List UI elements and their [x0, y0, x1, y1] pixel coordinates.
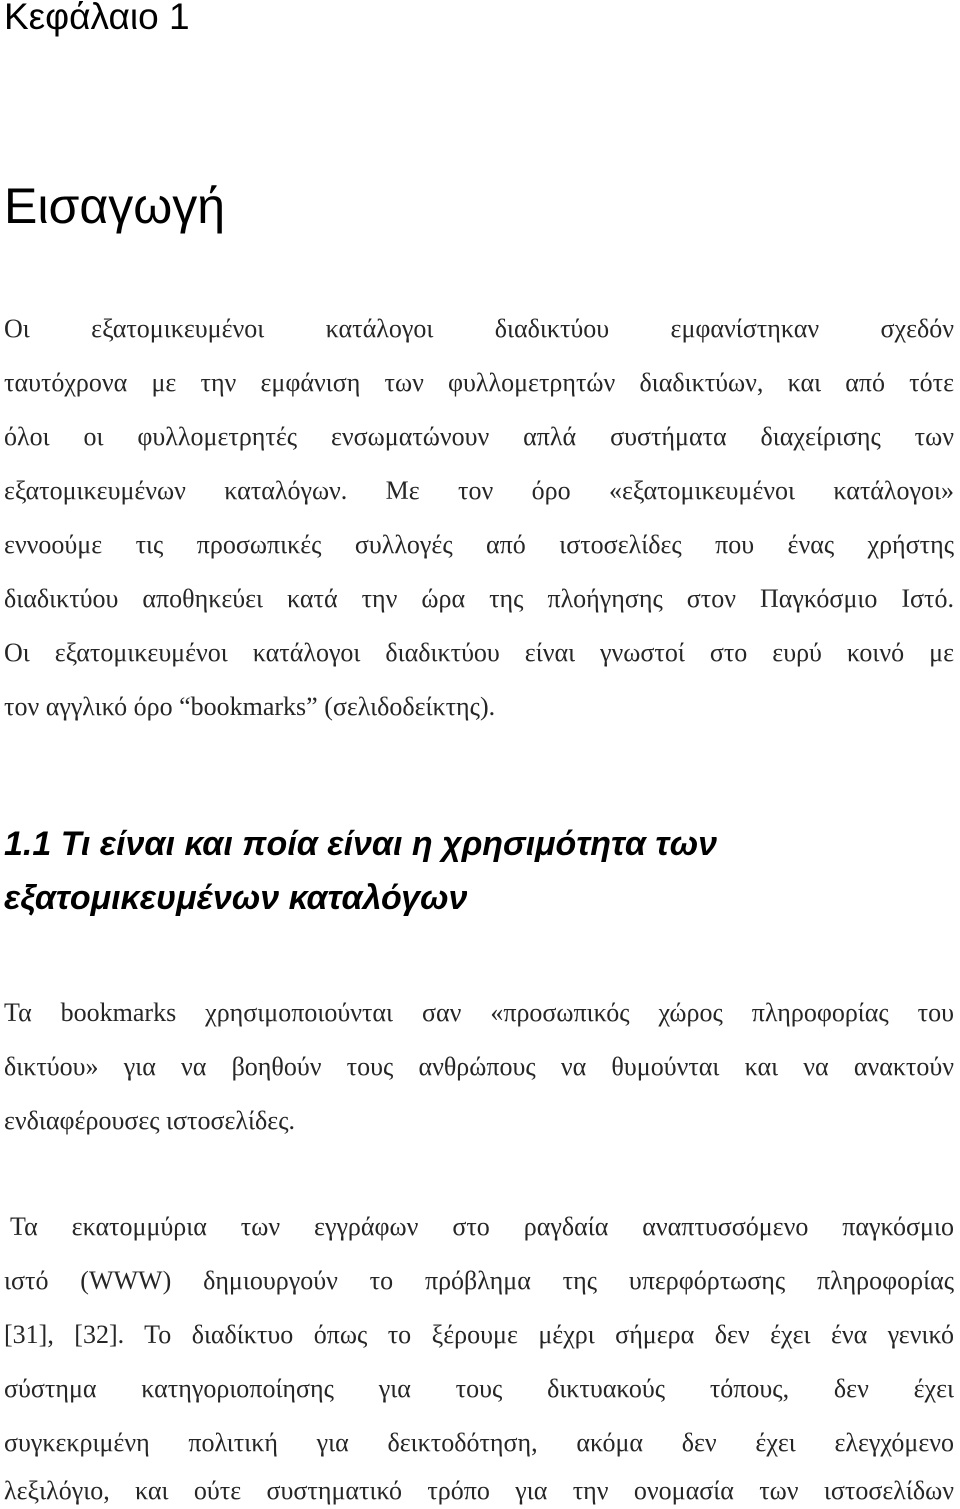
section1-line-3: ενδιαφέρουσες ιστοσελίδες. [4, 1106, 296, 1135]
section2-line-1: Τα εκατομμύρια των εγγράφων στο ραγδαία αναπτυσσόμενο παγκόσμιο [10, 1212, 954, 1241]
section2-line-4: σύστημα κατηγοριοποίησης για τους δικτυακούς τόπους, δεν έχει [4, 1374, 954, 1403]
intro-line-7: Οι εξατομικευμένοι κατάλογοι διαδικτύου είναι γνωστοί στο ευρύ κοινό με [4, 638, 954, 667]
intro-line-1: Οι εξατομικευμένοι κατάλογοι διαδικτύου εμφανίστηκαν σχεδόν [4, 314, 954, 343]
section1-line-2: δικτύου» για να βοηθούν τους ανθρώπους να θυμούνται και να ανακτούν [4, 1052, 954, 1081]
section-heading: 1.1 Τι είναι και ποία είναι η χρησιμότητα των εξατομικευμένων καταλόγων [4, 825, 718, 917]
intro-line-6: διαδικτύου αποθηκεύει κατά την ώρα της πλοήγησης στον Παγκόσμιο Ιστό. [4, 584, 954, 613]
intro-line-3: όλοι οι φυλλομετρητές ενσωματώνουν απλά συστήματα διαχείρισης των [4, 422, 954, 451]
section1-line-1: Τα bookmarks χρησιμοποιούνται σαν «προσωπικός χώρος πληροφορίας του [4, 998, 954, 1027]
section2-line-3: [31], [32]. Το διαδίκτυο όπως το ξέρουμε μέχρι σήμερα δεν έχει ένα γενικό [4, 1320, 954, 1349]
chapter-title: Εισαγωγή [4, 178, 226, 234]
intro-line-8: τον αγγλικό όρο “bookmarks” (σελιδοδείκτης). [4, 692, 496, 721]
section2-line-6: λεξιλόγιο, και ούτε συστηματικό τρόπο για την ονομασία των ιστοσελίδων [4, 1476, 954, 1505]
chapter-label: Κεφάλαιο 1 [4, 0, 190, 37]
intro-line-2: ταυτόχρονα με την εμφάνιση των φυλλομετρητών διαδικτύων, και από τότε [4, 368, 954, 397]
section2-line-5: συγκεκριμένη πολιτική για δεικτοδότηση, ακόμα δεν έχει ελεγχόμενο [4, 1428, 954, 1457]
intro-line-4: εξατομικευμένων καταλόγων. Με τον όρο «εξατομικευμένοι κατάλογοι» [4, 476, 954, 505]
intro-line-5: εννοούμε τις προσωπικές συλλογές από ιστοσελίδες που ένας χρήστης [4, 530, 954, 559]
section2-line-2: ιστό (WWW) δημιουργούν το πρόβλημα της υπερφόρτωσης πληροφορίας [4, 1266, 954, 1295]
